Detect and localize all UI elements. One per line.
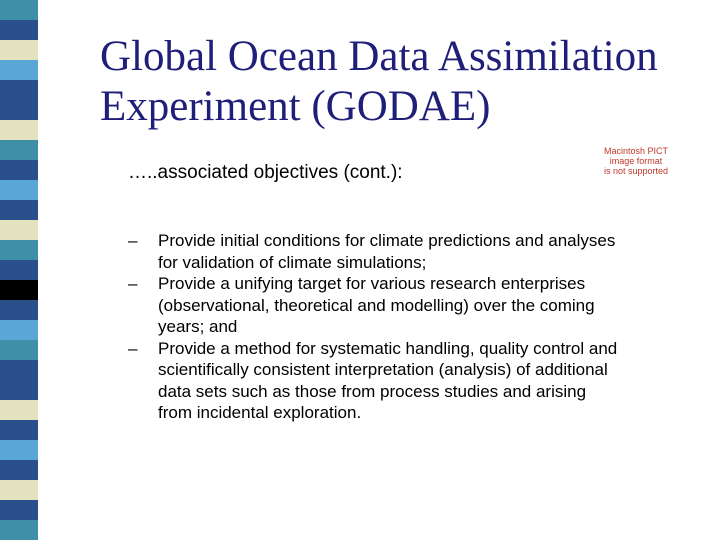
- stripe-block: [0, 320, 38, 340]
- stripe-block: [0, 500, 38, 520]
- stripe-block: [0, 20, 38, 40]
- image-placeholder: [596, 146, 676, 176]
- stripe-block: [0, 180, 38, 200]
- objective-text-line: (observational, theoretical and modelling) over the coming: [158, 295, 595, 315]
- stripe-block: [0, 460, 38, 480]
- placeholder-line: image format: [609, 156, 663, 166]
- objective-item: [128, 273, 708, 338]
- placeholder-line: is not supported: [603, 166, 669, 176]
- objective-text-line: data sets such as those from process studies and arising: [158, 381, 587, 401]
- stripe-block: [0, 280, 38, 300]
- stripe-block: [0, 40, 38, 60]
- title-line: Global Ocean Data Assimilation: [100, 33, 658, 80]
- stripe-block: [0, 120, 38, 140]
- stripe-block: [0, 480, 38, 500]
- dash-marker: –: [128, 338, 138, 358]
- objective-text-line: scientifically consistent interpretation (analysis) of additional: [158, 360, 608, 379]
- stripe-block: [0, 240, 38, 260]
- slide-title: [100, 32, 710, 132]
- stripe-block: [0, 260, 38, 280]
- stripe-block: [0, 420, 38, 440]
- stripe-block: [0, 200, 38, 220]
- placeholder-line: Macintosh PICT: [603, 146, 669, 156]
- stripe-block: [0, 340, 38, 360]
- dash-marker: –: [128, 231, 138, 250]
- objective-text-line: Provide a unifying target for various research enterprises: [158, 274, 586, 293]
- objective-text-line: from incidental exploration.: [158, 403, 362, 422]
- objective-list: [128, 230, 708, 424]
- title-line: Experiment (GODAE): [100, 83, 491, 130]
- slide-subheading: …..associated objectives (cont.):: [128, 162, 403, 183]
- dash-marker: –: [128, 274, 138, 293]
- stripe-block: [0, 220, 38, 240]
- stripe-block: [0, 0, 38, 20]
- objective-text-line: years; and: [158, 317, 238, 336]
- stripe-block: [0, 380, 38, 400]
- objective-text-line: Provide a method for systematic handling, quality control and: [158, 338, 618, 358]
- stripe-block: [0, 60, 38, 80]
- objective-item: [128, 230, 708, 273]
- stripe-block: [0, 160, 38, 180]
- objective-text-line: Provide initial conditions for climate predictions and analyses: [158, 231, 616, 250]
- objective-item: [128, 338, 708, 424]
- decorative-stripe: [0, 0, 38, 540]
- stripe-block: [0, 520, 38, 540]
- stripe-block: [0, 140, 38, 160]
- stripe-block: [0, 100, 38, 120]
- stripe-block: [0, 440, 38, 460]
- stripe-block: [0, 300, 38, 320]
- stripe-block: [0, 360, 38, 380]
- stripe-block: [0, 400, 38, 420]
- stripe-block: [0, 80, 38, 100]
- objective-text-line: for validation of climate simulations;: [158, 252, 427, 272]
